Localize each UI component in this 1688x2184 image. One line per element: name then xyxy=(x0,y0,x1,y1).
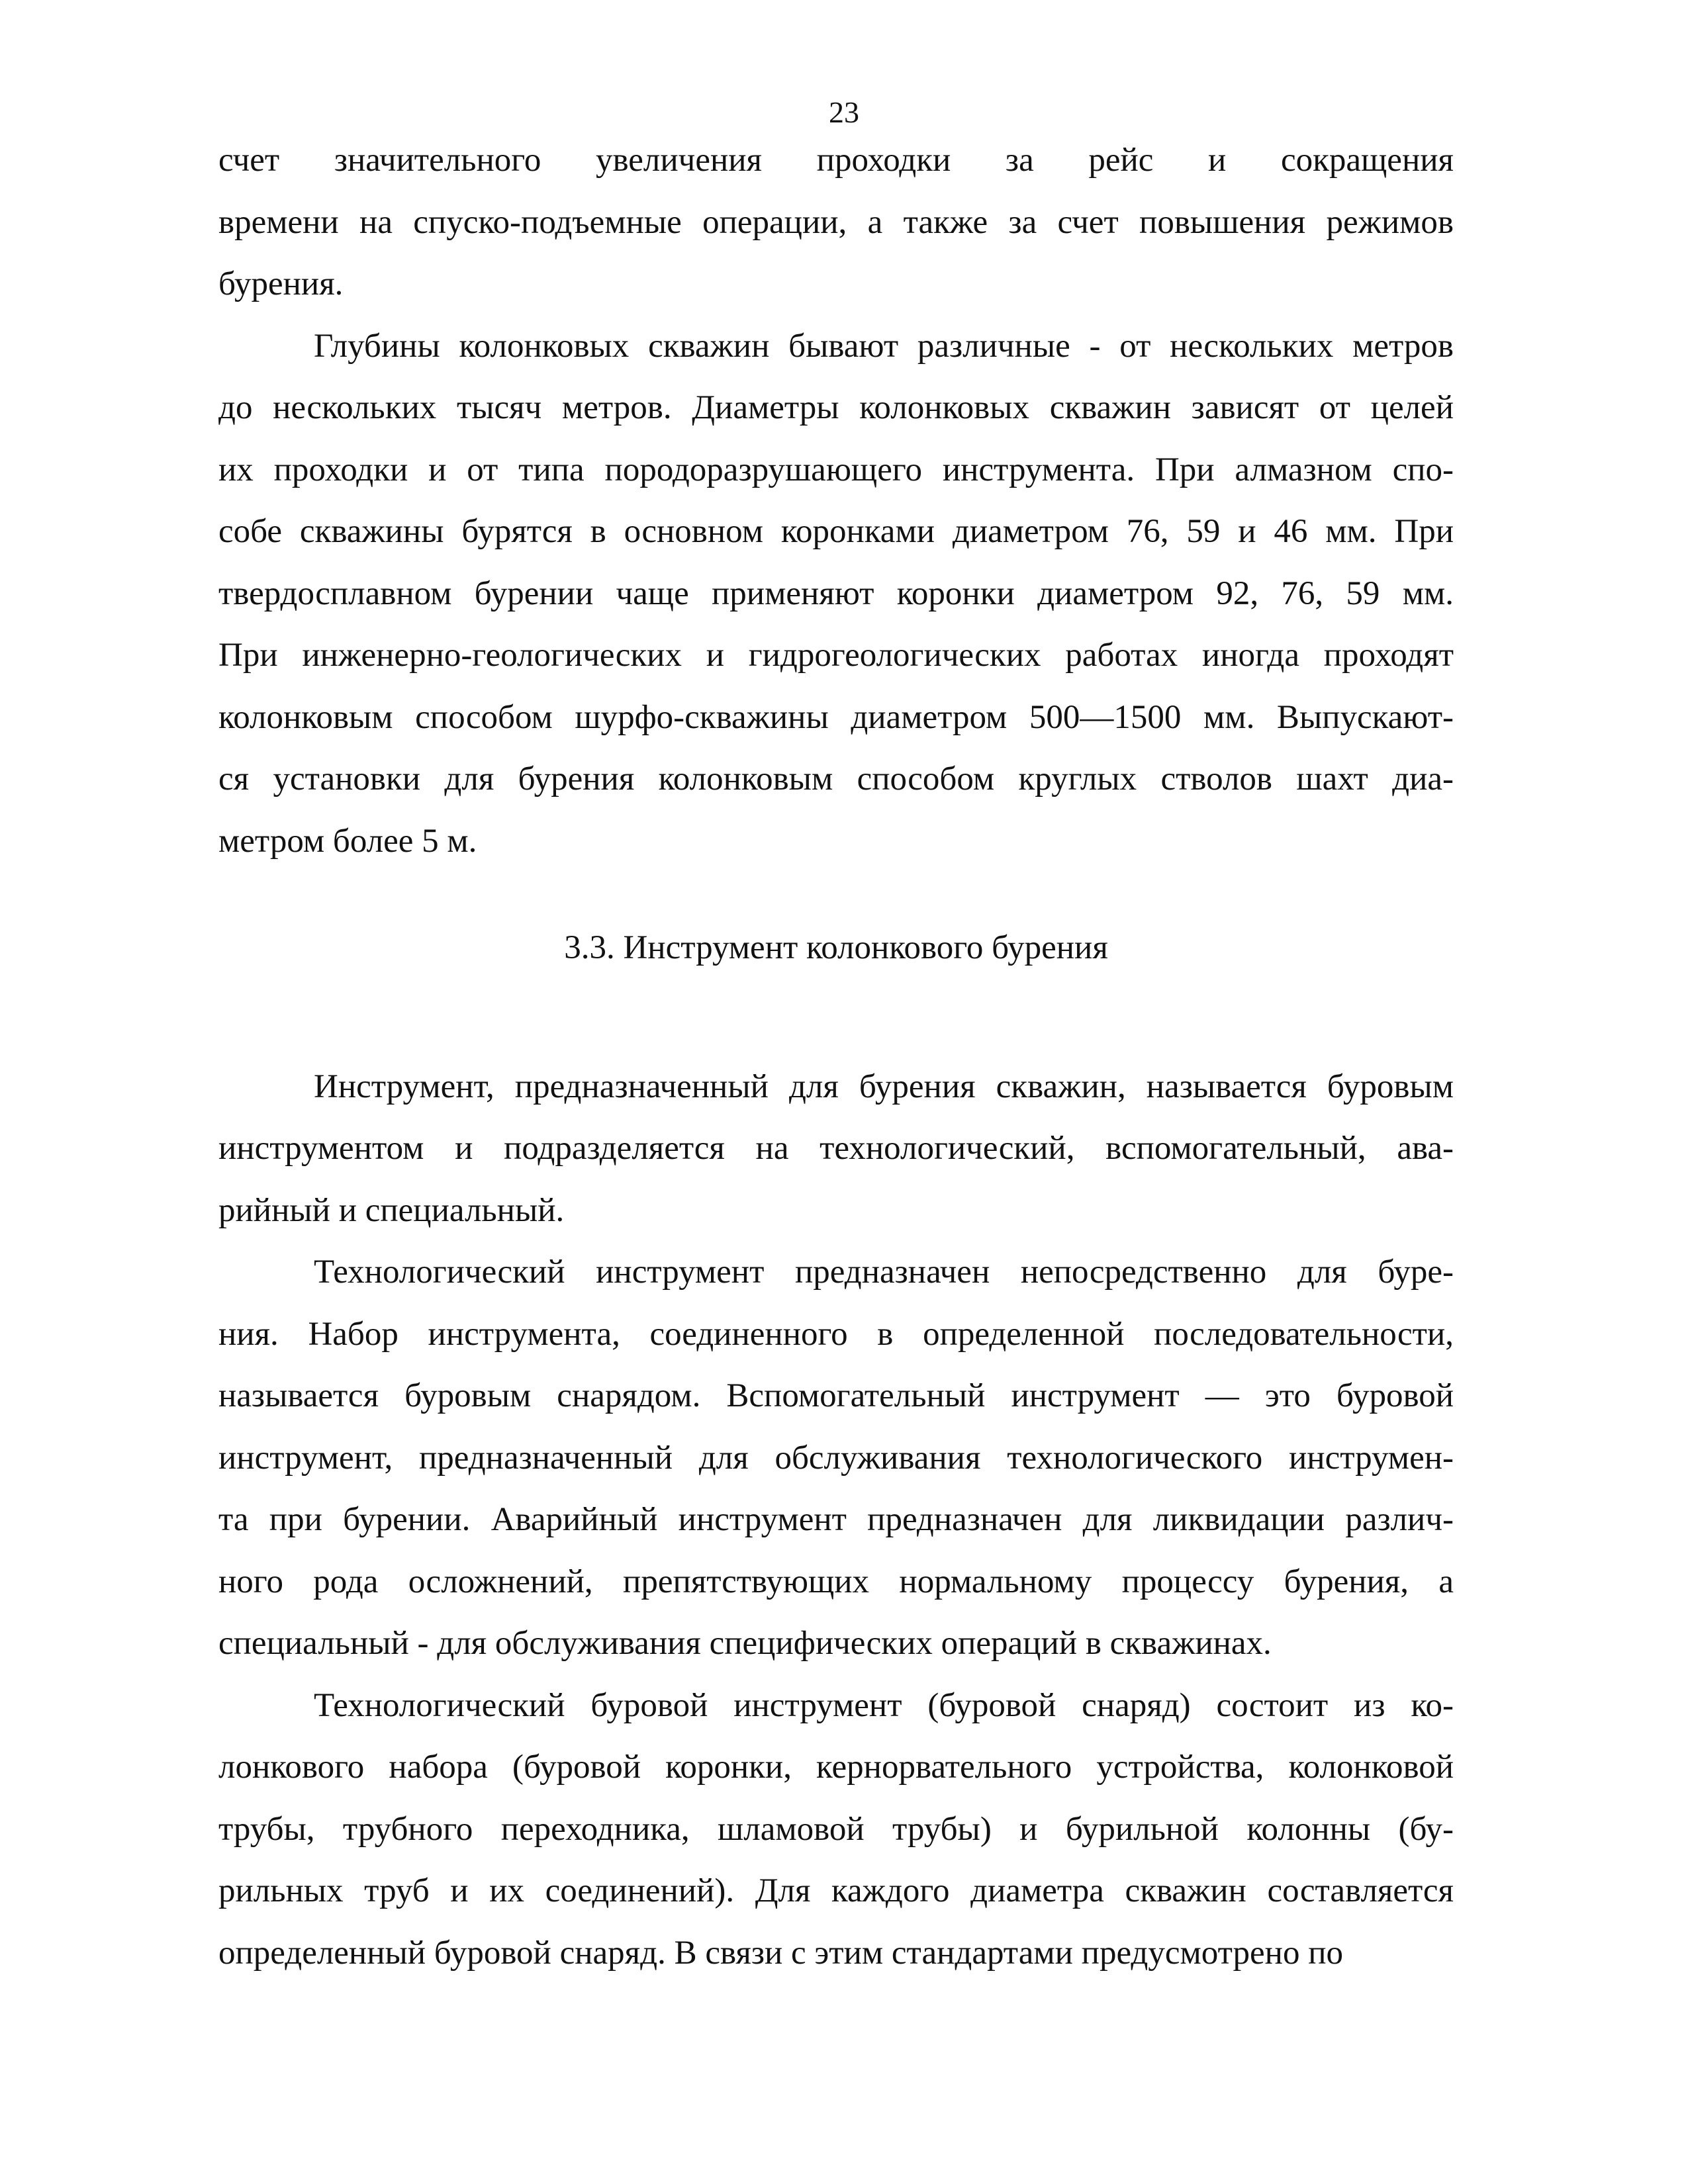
paragraph xyxy=(218,1056,1454,1242)
text-line: та при бурении. Аварийный инструмент предназначен для ликвидации различ- xyxy=(218,1501,1454,1538)
text-line: трубы, трубного переходника, шламовой трубы) и бурильной колонны (бу- xyxy=(218,1810,1454,1848)
section-after-heading xyxy=(218,1056,1454,1985)
text-line: определенный буровой снаряд. В связи с этим стандартами предусмотрено по xyxy=(218,1934,1343,1972)
text-line: колонковым способом шурфо-скважины диаметром 500—1500 мм. Выпускают- xyxy=(218,698,1454,736)
text-line: ного рода осложнений, препятствующих нормальному процессу бурения, а xyxy=(218,1563,1454,1600)
text-line: инструмент, предназначенный для обслуживания технологического инструмен- xyxy=(218,1439,1454,1477)
text-line: бурения. xyxy=(218,265,344,302)
text-line: счет значительного увеличения проходки за рейс и сокращения xyxy=(218,142,1454,179)
text-line: специальный - для обслуживания специфических операций в скважинах. xyxy=(218,1625,1272,1662)
page-number: 23 xyxy=(829,95,859,129)
text-line: их проходки и от типа породоразрушающего инструмента. При алмазном спо- xyxy=(218,451,1454,488)
text-line: до нескольких тысяч метров. Диаметры колонковых скважин зависят от целей xyxy=(218,389,1454,426)
text-line: ся установки для бурения колонковым способом круглых стволов шахт диа- xyxy=(218,760,1454,797)
text-line: Технологический инструмент предназначен непосредственно для буре- xyxy=(314,1253,1454,1291)
text-line: твердосплавном бурении чаще применяют коронки диаметром 92, 76, 59 мм. xyxy=(218,574,1454,612)
page-body xyxy=(218,130,1454,1984)
text-line: ния. Набор инструмента, соединенного в определенной последовательности, xyxy=(218,1315,1454,1353)
text-line: рийный и специальный. xyxy=(218,1191,565,1229)
text-line: собе скважины бурятся в основном коронками диаметром 76, 59 и 46 мм. При xyxy=(218,513,1454,550)
text-line: метром более 5 м. xyxy=(218,822,477,860)
text-line: Технологический буровой инструмент (буровой снаряд) состоит из ко- xyxy=(314,1686,1454,1724)
text-line: Глубины колонковых скважин бывают различные - от нескольких метров xyxy=(314,327,1454,365)
text-line: инструментом и подразделяется на технологический, вспомогательный, ава- xyxy=(218,1130,1454,1167)
paragraph xyxy=(218,316,1454,873)
paragraph xyxy=(218,1242,1454,1675)
text-line: рильных труб и их соединений). Для каждого диаметра скважин составляется xyxy=(218,1872,1454,1909)
paragraph xyxy=(218,130,1454,316)
paragraph xyxy=(218,1675,1454,1985)
text-line: Инструмент, предназначенный для бурения скважин, называется буровым xyxy=(314,1068,1454,1105)
text-line: лонкового набора (буровой коронки, кернорвательного устройства, колонковой xyxy=(218,1749,1454,1786)
text-line: При инженерно-геологических и гидрогеологических работах иногда проходят xyxy=(218,637,1454,674)
text-line: называется буровым снарядом. Вспомогательный инструмент — это буровой xyxy=(218,1377,1454,1414)
text-line: времени на спуско-подъемные операции, а также за счет повышения режимов xyxy=(218,203,1454,241)
section-before-heading xyxy=(218,130,1454,872)
section-heading: 3.3. Инструмент колонкового бурения xyxy=(564,929,1108,966)
